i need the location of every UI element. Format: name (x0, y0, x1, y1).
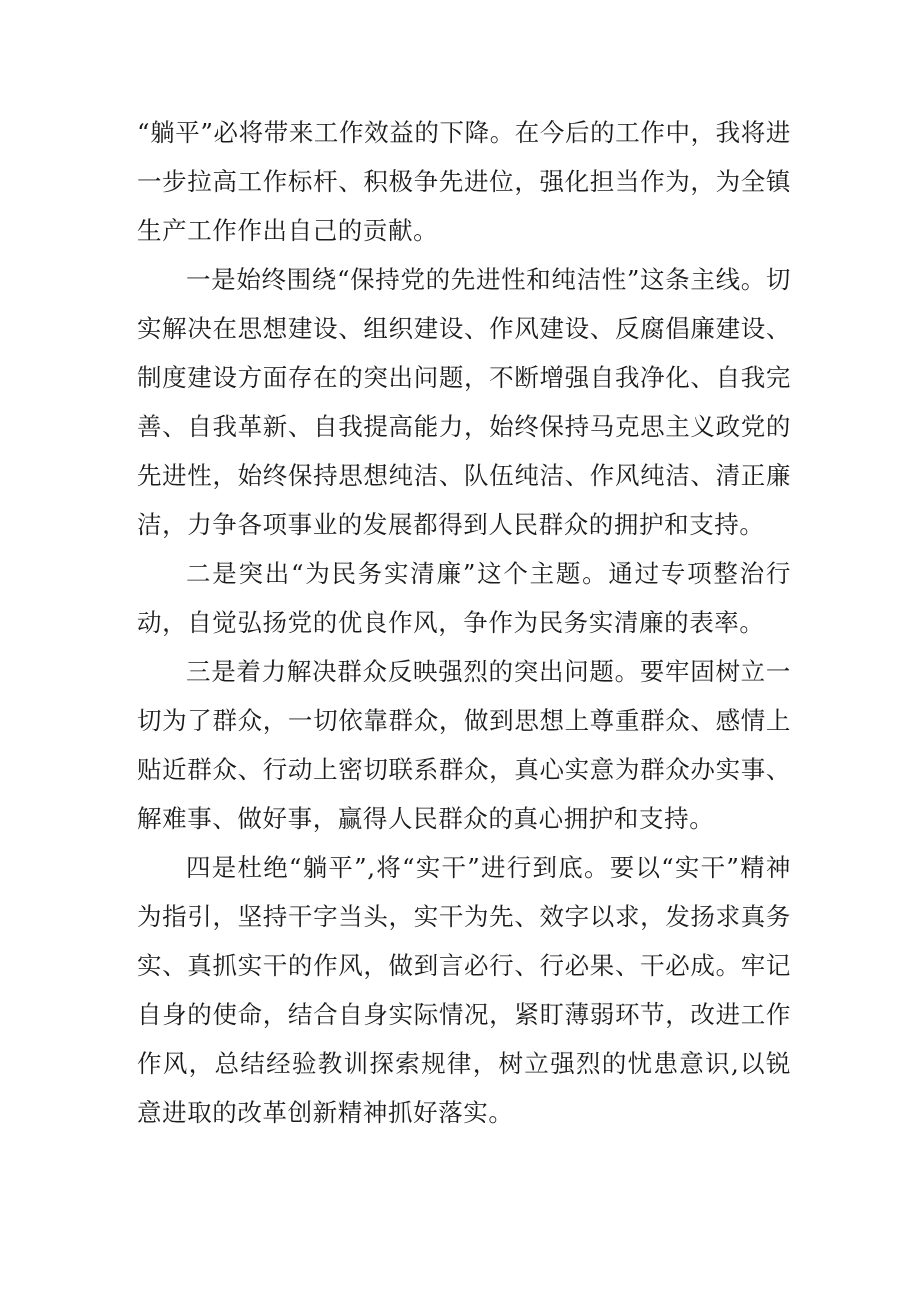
document-body (137, 108, 791, 1137)
paragraph-point-two: 二是突出“为民务实清廉”这个主题。通过专项整治行动，自觉弘扬党的优良作风，争作为民务实清廉的表率。 (137, 559, 791, 637)
paragraph-point-three: 三是着力解决群众反映强烈的突出问题。要牢固树立一切为了群众，一切依靠群众，做到思想上尊重群众、感情上贴近群众、行动上密切联系群众，真心实意为群众办实事、解难事、做好事，赢得人民群众的真心拥护和支持。 (137, 657, 791, 833)
paragraph-point-four: 四是杜绝“躺平”,将“实干”进行到底。要以“实干”精神为指引，坚持干字当头，实干为先、效字以求，发扬求真务实、真抓实干的作风，做到言必行、行必果、干必成。牢记自身的使命，结合自身实际情况，紧盯薄弱环节，改进工作作风，总结经验教训探索规律，树立强烈的忧患意识,以锐意进取的改革创新精神抓好落实。 (137, 853, 791, 1127)
paragraph-point-one: 一是始终围绕“保持党的先进性和纯洁性”这条主线。切实解决在思想建设、组织建设、作风建设、反腐倡廉建设、制度建设方面存在的突出问题，不断增强自我净化、自我完善、自我革新、自我提高能力，始终保持马克思主义政党的先进性，始终保持思想纯洁、队伍纯洁、作风纯洁、清正廉洁，力争各项事业的发展都得到人民群众的拥护和支持。 (137, 265, 791, 539)
paragraph-continuation: “躺平”必将带来工作效益的下降。在今后的工作中，我将进一步拉高工作标杆、积极争先进位，强化担当作为，为全镇生产工作作出自己的贡献。 (137, 118, 791, 245)
